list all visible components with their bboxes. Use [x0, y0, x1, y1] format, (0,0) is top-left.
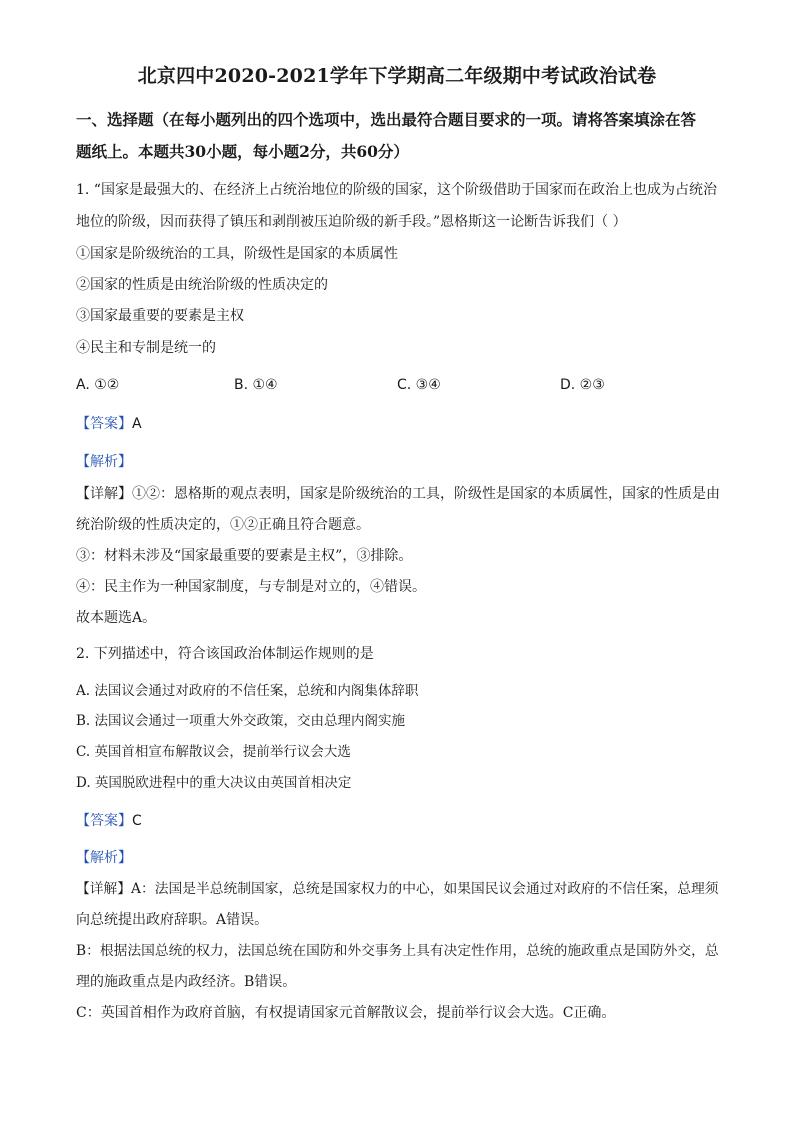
question-1-stem-line-2: 地位的阶级，因而获得了镇压和剥削被压迫阶级的新手段。”恩格斯这一论断告诉我们（ ）: [76, 214, 627, 230]
question-2-option-c: C. 英国首相宣布解散议会，提前举行议会大选: [76, 744, 351, 760]
detail-text: ①②：恩格斯的观点表明，国家是阶级统治的工具，阶级性是国家的本质属性，国家的性质是由: [132, 486, 720, 502]
question-1-options: [76, 375, 716, 395]
detail-tag: 【详解】: [76, 881, 132, 897]
analysis-tag: 【解析】: [76, 454, 132, 470]
question-2-detail-line-5: C：英国首相作为政府首脑，有权提请国家元首解散议会，提前举行议会大选。C正确。: [76, 1005, 616, 1021]
question-1-statement-2: ②国家的性质是由统治阶级的性质决定的: [76, 277, 328, 293]
page-title: 北京四中2020-2021学年下学期高二年级期中考试政治试卷: [137, 65, 657, 87]
question-2-stem: 2. 下列描述中，符合该国政治体制运作规则的是: [76, 646, 374, 662]
detail-text: A：法国是半总统制国家，总统是国家权力的中心，如果国民议会通过对政府的不信任案，总理须: [131, 881, 719, 897]
question-1-analysis: [76, 452, 132, 472]
question-2-option-a: A. 法国议会通过对政府的不信任案，总统和内阁集体辞职: [76, 683, 419, 699]
section-heading-line-1: 一、选择题（在每小题列出的四个选项中，选出最符合题目要求的一项。请将答案填涂在答: [76, 110, 697, 129]
question-2-option-b: B. 法国议会通过一项重大外交政策，交由总理内阁实施: [76, 713, 406, 729]
question-1-option-a: A. ①②: [76, 377, 120, 393]
question-1-detail-line-4: ④：民主作为一种国家制度，与专制是对立的，④错误。: [76, 579, 426, 595]
question-1-statement-4: ④民主和专制是统一的: [76, 340, 216, 356]
question-1-option-c: C. ③④: [397, 377, 441, 393]
answer-tag: 【答案】: [76, 416, 132, 432]
question-1-statement-3: ③国家最重要的要素是主权: [76, 308, 244, 324]
analysis-tag: 【解析】: [76, 850, 132, 866]
question-1-conclusion: 故本题选A。: [76, 610, 157, 626]
question-2-detail-line-3: B：根据法国总统的权力，法国总统在国防和外交事务上具有决定性作用，总统的施政重点是国防外交，总: [76, 943, 719, 959]
question-1-statement-1: ①国家是阶级统治的工具，阶级性是国家的本质属性: [76, 246, 398, 262]
question-2-detail-line-4: 理的施政重点是内政经济。B错误。: [76, 974, 297, 990]
question-2-answer: [76, 811, 142, 831]
question-1-detail-line-2: 统治阶级的性质决定的，①②正确且符合题意。: [76, 517, 370, 533]
question-1-stem-line-1: 1. “国家是最强大的、在经济上占统治地位的阶级的国家，这个阶级借助于国家而在政治上也成为占统治: [76, 182, 717, 198]
question-1-detail-line-3: ③：材料未涉及“国家最重要的要素是主权”，③排除。: [76, 548, 413, 564]
question-1-detail-line-1: [76, 484, 720, 504]
detail-tag: 【详解】: [76, 486, 132, 502]
question-2-analysis: [76, 848, 132, 868]
question-2-detail-line-2: 向总统提出政府辞职。A错误。: [76, 912, 269, 928]
section-heading-line-2: 题纸上。本题共30小题，每小题2分，共60分）: [76, 142, 409, 161]
question-2-detail-line-1: [76, 879, 718, 899]
question-2-option-d: D. 英国脱欧进程中的重大决议由英国首相决定: [76, 775, 352, 791]
answer-tag: 【答案】: [76, 813, 132, 829]
answer-value: A: [132, 416, 142, 432]
question-1-option-b: B. ①④: [234, 377, 278, 393]
answer-value: C: [132, 813, 142, 829]
question-1-answer: [76, 414, 142, 434]
question-1-option-d: D. ②③: [560, 377, 605, 393]
